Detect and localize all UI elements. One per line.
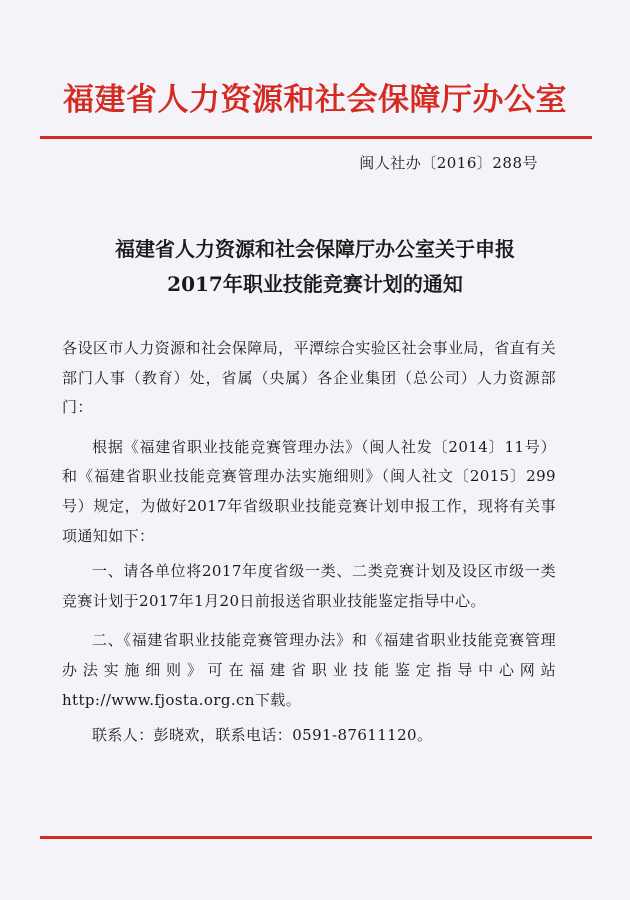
intro-paragraph: 根据《福建省职业技能竞赛管理办法》（闽人社发〔2014〕11号）和《福建省职业技能竞赛管理办法实施细则》（闽人社文〔2015〕299号）规定，为做好2017年省级职业技能竞赛计划申报工作，现将有关事项通知如下： [62, 437, 556, 545]
notice-title [0, 232, 630, 302]
header-red-rule [40, 136, 592, 139]
notice-title-line-1: 福建省人力资源和社会保障厅办公室关于申报 [115, 237, 515, 261]
issuing-organization-title: 福建省人力资源和社会保障厅办公室 [63, 82, 567, 118]
notice-title-line-2: 2017年职业技能竞赛计划的通知 [167, 272, 463, 296]
notice-body [62, 334, 556, 751]
footer-red-rule [40, 836, 592, 839]
item-2-paragraph: 二、《福建省职业技能竞赛管理办法》和《福建省职业技能竞赛管理办法实施细则》可在福建省职业技能鉴定指导中心网站http://www.fjosta.org.cn下载。 [62, 631, 556, 709]
contact-paragraph: 联系人：彭晓欢，联系电话：0591-87611120。 [92, 726, 433, 745]
item-1-paragraph: 一、请各单位将2017年度省级一类、二类竞赛计划及设区市级一类竞赛计划于2017年1月20日前报送省职业技能鉴定指导中心。 [62, 562, 556, 610]
document-number: 闽人社办〔2016〕288号 [359, 154, 538, 172]
addressee-paragraph: 各设区市人力资源和社会保障局，平潭综合实验区社会事业局，省直有关部门人事（教育）处，省属（央属）各企业集团（总公司）人力资源部门： [62, 339, 556, 417]
